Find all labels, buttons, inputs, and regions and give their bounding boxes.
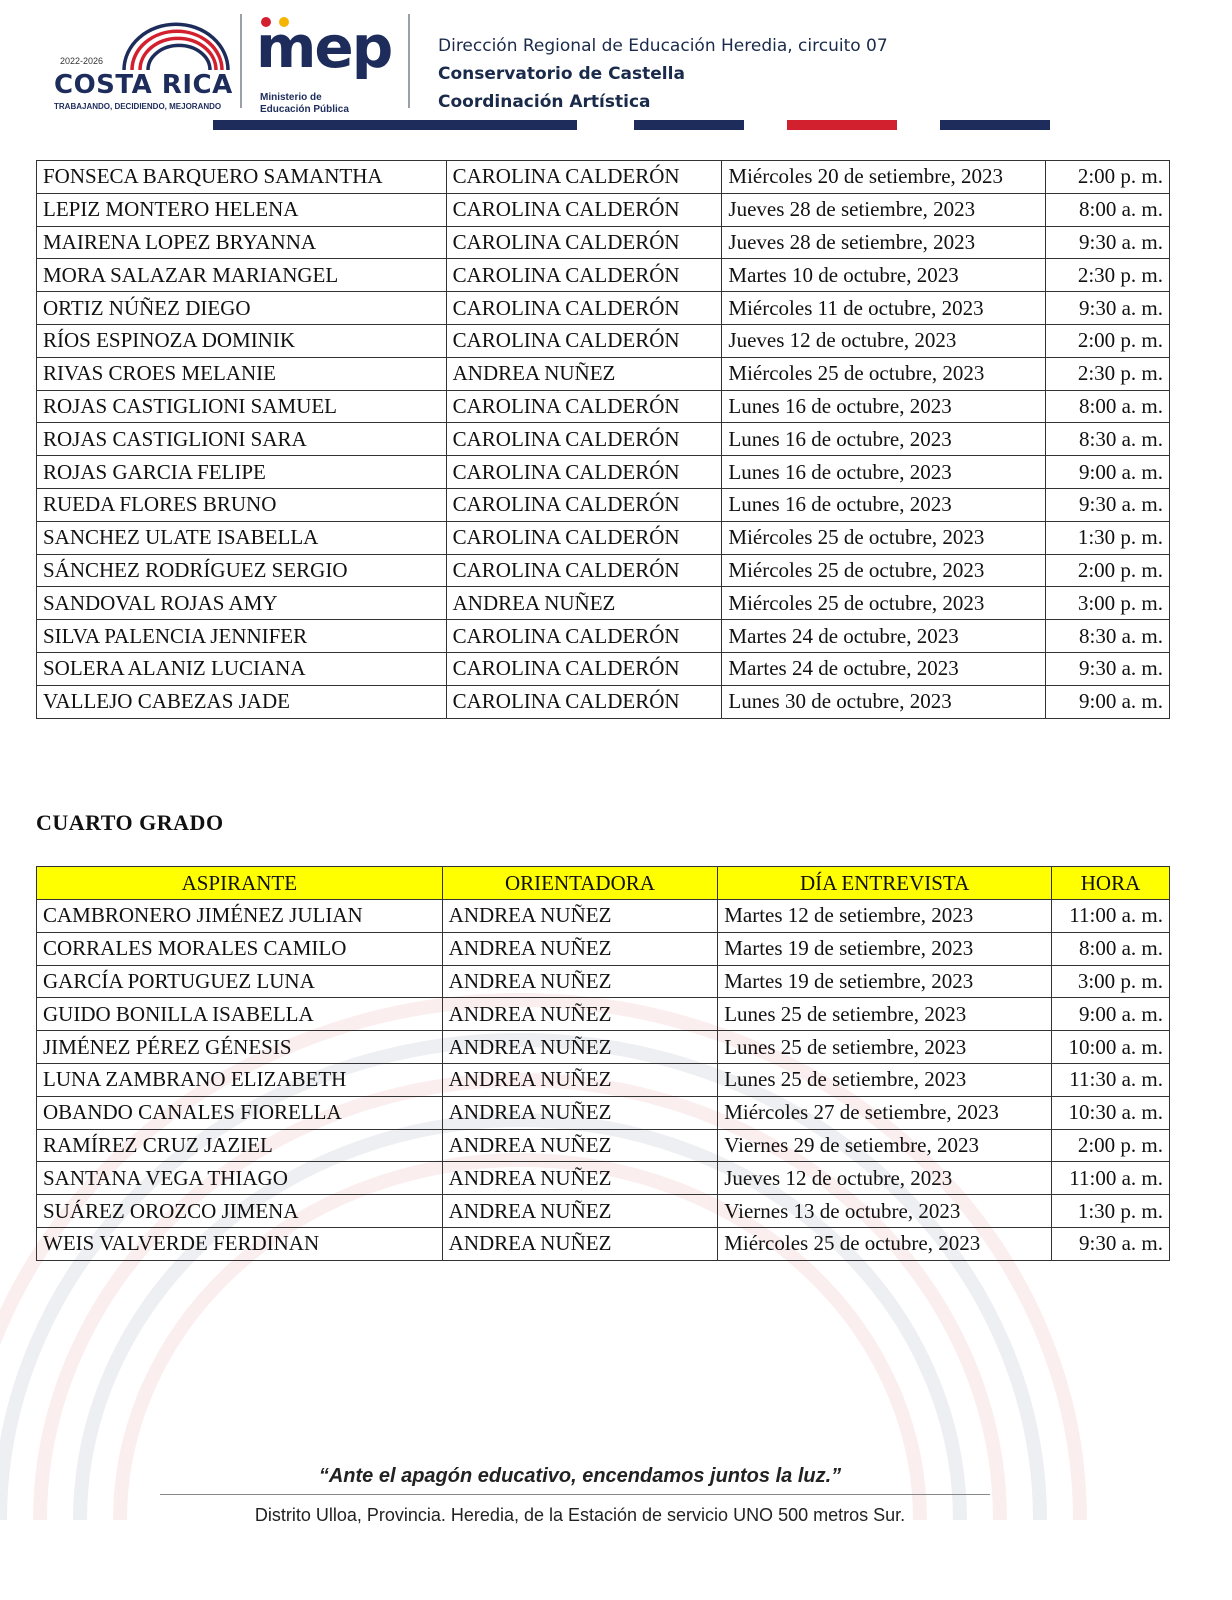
cell-hora: 9:30 a. m. (1046, 292, 1170, 325)
header-line-3: Coordinación Artística (438, 92, 651, 112)
table-row (37, 324, 1170, 357)
cell-hora: 10:30 a. m. (1052, 1096, 1170, 1129)
table-row (37, 1129, 1170, 1162)
cell-hora: 11:00 a. m. (1052, 1162, 1170, 1195)
cell-aspirante: OBANDO CANALES FIORELLA (37, 1096, 443, 1129)
cell-aspirante: SOLERA ALANIZ LUCIANA (37, 652, 447, 685)
cell-hora: 9:00 a. m. (1046, 456, 1170, 489)
cell-orientadora: ANDREA NUÑEZ (442, 1129, 718, 1162)
cell-hora: 1:30 p. m. (1046, 521, 1170, 554)
cell-orientadora: CAROLINA CALDERÓN (446, 554, 722, 587)
table-row (37, 900, 1170, 933)
cell-hora: 9:00 a. m. (1046, 685, 1170, 718)
cell-orientadora: CAROLINA CALDERÓN (446, 259, 722, 292)
cell-dia-entrevista: Martes 19 de setiembre, 2023 (718, 965, 1052, 998)
cell-aspirante: SUÁREZ OROZCO JIMENA (37, 1195, 443, 1228)
table-row (37, 357, 1170, 390)
cell-orientadora: CAROLINA CALDERÓN (446, 292, 722, 325)
header-bar-navy-3 (940, 120, 1050, 130)
table-row (37, 292, 1170, 325)
table-row (37, 259, 1170, 292)
cell-orientadora: ANDREA NUÑEZ (442, 1195, 718, 1228)
cr-slogan: TRABAJANDO, DECIDIENDO, MEJORANDO (54, 102, 222, 111)
cell-dia-entrevista: Lunes 16 de octubre, 2023 (722, 423, 1046, 456)
cr-name: COSTA RICA (54, 70, 233, 100)
cell-aspirante: SÁNCHEZ RODRÍGUEZ SERGIO (37, 554, 447, 587)
cell-hora: 2:00 p. m. (1046, 161, 1170, 194)
column-header-orientadora: ORIENTADORA (442, 867, 718, 900)
table-row (37, 1063, 1170, 1096)
cell-aspirante: GARCÍA PORTUGUEZ LUNA (37, 965, 443, 998)
table-row (37, 1162, 1170, 1195)
cell-aspirante: LEPIZ MONTERO HELENA (37, 193, 447, 226)
cell-dia-entrevista: Lunes 30 de octubre, 2023 (722, 685, 1046, 718)
header-divider (240, 14, 242, 108)
cell-aspirante: ROJAS CASTIGLIONI SARA (37, 423, 447, 456)
mep-subtitle-2: Educación Pública (260, 104, 349, 115)
cell-aspirante: ROJAS CASTIGLIONI SAMUEL (37, 390, 447, 423)
cr-years: 2022-2026 (60, 56, 104, 66)
cell-orientadora: CAROLINA CALDERÓN (446, 390, 722, 423)
cell-hora: 10:00 a. m. (1052, 1031, 1170, 1064)
column-header-hora: HORA (1052, 867, 1170, 900)
cell-orientadora: ANDREA NUÑEZ (442, 1162, 718, 1195)
cell-dia-entrevista: Miércoles 11 de octubre, 2023 (722, 292, 1046, 325)
cell-orientadora: ANDREA NUÑEZ (442, 1063, 718, 1096)
table-row (37, 390, 1170, 423)
cell-aspirante: ORTIZ NÚÑEZ DIEGO (37, 292, 447, 325)
cell-aspirante: WEIS VALVERDE FERDINAN (37, 1227, 443, 1260)
table-row (37, 932, 1170, 965)
cell-aspirante: RUEDA FLORES BRUNO (37, 488, 447, 521)
cell-orientadora: CAROLINA CALDERÓN (446, 193, 722, 226)
cell-aspirante: SANTANA VEGA THIAGO (37, 1162, 443, 1195)
table-row (37, 620, 1170, 653)
cell-orientadora: CAROLINA CALDERÓN (446, 652, 722, 685)
cell-aspirante: RÍOS ESPINOZA DOMINIK (37, 324, 447, 357)
cell-hora: 1:30 p. m. (1052, 1195, 1170, 1228)
cell-aspirante: GUIDO BONILLA ISABELLA (37, 998, 443, 1031)
table-row (37, 587, 1170, 620)
table-row (37, 423, 1170, 456)
cell-hora: 2:30 p. m. (1046, 357, 1170, 390)
cell-orientadora: ANDREA NUÑEZ (442, 965, 718, 998)
cell-orientadora: CAROLINA CALDERÓN (446, 488, 722, 521)
header-bar-red (787, 120, 897, 130)
table-row (37, 685, 1170, 718)
cell-orientadora: ANDREA NUÑEZ (446, 357, 722, 390)
cell-orientadora: CAROLINA CALDERÓN (446, 324, 722, 357)
cell-dia-entrevista: Martes 24 de octubre, 2023 (722, 652, 1046, 685)
cell-hora: 2:00 p. m. (1052, 1129, 1170, 1162)
mep-word: mep (256, 13, 392, 81)
column-header-aspirante: ASPIRANTE (37, 867, 443, 900)
table-row (37, 521, 1170, 554)
cell-dia-entrevista: Jueves 12 de octubre, 2023 (722, 324, 1046, 357)
cell-orientadora: CAROLINA CALDERÓN (446, 423, 722, 456)
cell-dia-entrevista: Martes 12 de setiembre, 2023 (718, 900, 1052, 933)
column-header-dia-entrevista: DÍA ENTREVISTA (718, 867, 1052, 900)
table-row (37, 226, 1170, 259)
cell-aspirante: LUNA ZAMBRANO ELIZABETH (37, 1063, 443, 1096)
cell-orientadora: CAROLINA CALDERÓN (446, 521, 722, 554)
cell-orientadora: CAROLINA CALDERÓN (446, 161, 722, 194)
header-line-2: Conservatorio de Castella (438, 64, 685, 84)
cell-orientadora: ANDREA NUÑEZ (442, 932, 718, 965)
cell-hora: 9:30 a. m. (1046, 652, 1170, 685)
cell-dia-entrevista: Jueves 28 de setiembre, 2023 (722, 226, 1046, 259)
header-text (438, 32, 888, 116)
cell-aspirante: CAMBRONERO JIMÉNEZ JULIAN (37, 900, 443, 933)
cell-dia-entrevista: Martes 10 de octubre, 2023 (722, 259, 1046, 292)
cell-dia-entrevista: Lunes 16 de octubre, 2023 (722, 390, 1046, 423)
table-row (37, 1031, 1170, 1064)
header-bar-navy-1 (213, 120, 577, 130)
table-row (37, 488, 1170, 521)
cell-dia-entrevista: Jueves 28 de setiembre, 2023 (722, 193, 1046, 226)
cell-orientadora: CAROLINA CALDERÓN (446, 456, 722, 489)
schedule-table-cuarto-grado (36, 866, 1170, 1261)
schedule-table-continued (36, 160, 1170, 719)
footer-motto: “Ante el apagón educativo, encendamos juntos la luz.” (318, 1465, 842, 1487)
cell-hora: 8:00 a. m. (1046, 193, 1170, 226)
cell-dia-entrevista: Miércoles 25 de octubre, 2023 (722, 587, 1046, 620)
cell-hora: 11:00 a. m. (1052, 900, 1170, 933)
cell-hora: 3:00 p. m. (1046, 587, 1170, 620)
cell-aspirante: SANDOVAL ROJAS AMY (37, 587, 447, 620)
cell-aspirante: RIVAS CROES MELANIE (37, 357, 447, 390)
table-row (37, 652, 1170, 685)
cell-dia-entrevista: Lunes 25 de setiembre, 2023 (718, 1031, 1052, 1064)
cell-orientadora: ANDREA NUÑEZ (442, 900, 718, 933)
cell-aspirante: CORRALES MORALES CAMILO (37, 932, 443, 965)
table-row (37, 998, 1170, 1031)
table-row (37, 965, 1170, 998)
cell-dia-entrevista: Jueves 12 de octubre, 2023 (718, 1162, 1052, 1195)
cell-hora: 3:00 p. m. (1052, 965, 1170, 998)
footer-divider (160, 1494, 990, 1495)
flag-arcs-icon (118, 12, 234, 72)
cell-dia-entrevista: Lunes 25 de setiembre, 2023 (718, 1063, 1052, 1096)
cell-orientadora: ANDREA NUÑEZ (442, 998, 718, 1031)
table-row (37, 456, 1170, 489)
footer-address: Distrito Ulloa, Provincia. Heredia, de la Estación de servicio UNO 500 metros Sur. (254, 1505, 906, 1525)
cell-dia-entrevista: Miércoles 25 de octubre, 2023 (722, 554, 1046, 587)
cell-dia-entrevista: Miércoles 25 de octubre, 2023 (718, 1227, 1052, 1260)
cell-orientadora: ANDREA NUÑEZ (446, 587, 722, 620)
header-divider-2 (408, 14, 410, 108)
cell-dia-entrevista: Viernes 29 de setiembre, 2023 (718, 1129, 1052, 1162)
cell-orientadora: ANDREA NUÑEZ (442, 1031, 718, 1064)
cell-hora: 2:30 p. m. (1046, 259, 1170, 292)
header-line-1: Dirección Regional de Educación Heredia, circuito 07 (438, 36, 888, 56)
cell-orientadora: CAROLINA CALDERÓN (446, 620, 722, 653)
table-row (37, 1195, 1170, 1228)
cell-hora: 8:30 a. m. (1046, 423, 1170, 456)
section-title: CUARTO GRADO (36, 810, 224, 835)
cell-orientadora: CAROLINA CALDERÓN (446, 685, 722, 718)
cell-dia-entrevista: Miércoles 25 de octubre, 2023 (722, 357, 1046, 390)
cell-orientadora: CAROLINA CALDERÓN (446, 226, 722, 259)
table-row (37, 554, 1170, 587)
table-row (37, 161, 1170, 194)
table-row (37, 1096, 1170, 1129)
table-header-row (37, 867, 1170, 900)
cell-aspirante: MORA SALAZAR MARIANGEL (37, 259, 447, 292)
cell-hora: 9:00 a. m. (1052, 998, 1170, 1031)
cell-hora: 9:30 a. m. (1046, 488, 1170, 521)
cell-dia-entrevista: Martes 24 de octubre, 2023 (722, 620, 1046, 653)
cell-dia-entrevista: Martes 19 de setiembre, 2023 (718, 932, 1052, 965)
cell-dia-entrevista: Lunes 25 de setiembre, 2023 (718, 998, 1052, 1031)
cell-dia-entrevista: Lunes 16 de octubre, 2023 (722, 456, 1046, 489)
cell-aspirante: MAIRENA LOPEZ BRYANNA (37, 226, 447, 259)
cell-hora: 8:30 a. m. (1046, 620, 1170, 653)
header-bar-navy-2 (634, 120, 744, 130)
cell-hora: 2:00 p. m. (1046, 324, 1170, 357)
cell-aspirante: SILVA PALENCIA JENNIFER (37, 620, 447, 653)
cell-hora: 8:00 a. m. (1046, 390, 1170, 423)
cell-hora: 8:00 a. m. (1052, 932, 1170, 965)
cell-aspirante: SANCHEZ ULATE ISABELLA (37, 521, 447, 554)
cell-aspirante: ROJAS GARCIA FELIPE (37, 456, 447, 489)
cell-aspirante: FONSECA BARQUERO SAMANTHA (37, 161, 447, 194)
cell-dia-entrevista: Miércoles 25 de octubre, 2023 (722, 521, 1046, 554)
mep-logo (256, 12, 404, 115)
cell-aspirante: JIMÉNEZ PÉREZ GÉNESIS (37, 1031, 443, 1064)
table-row (37, 1227, 1170, 1260)
cell-dia-entrevista: Miércoles 20 de setiembre, 2023 (722, 161, 1046, 194)
cell-hora: 11:30 a. m. (1052, 1063, 1170, 1096)
table-row (37, 193, 1170, 226)
mep-subtitle-1: Ministerio de (260, 92, 322, 103)
cell-hora: 9:30 a. m. (1052, 1227, 1170, 1260)
cell-orientadora: ANDREA NUÑEZ (442, 1227, 718, 1260)
cell-aspirante: VALLEJO CABEZAS JADE (37, 685, 447, 718)
cell-dia-entrevista: Lunes 16 de octubre, 2023 (722, 488, 1046, 521)
cell-hora: 2:00 p. m. (1046, 554, 1170, 587)
cell-orientadora: ANDREA NUÑEZ (442, 1096, 718, 1129)
cell-aspirante: RAMÍREZ CRUZ JAZIEL (37, 1129, 443, 1162)
cell-hora: 9:30 a. m. (1046, 226, 1170, 259)
cell-dia-entrevista: Miércoles 27 de setiembre, 2023 (718, 1096, 1052, 1129)
cell-dia-entrevista: Viernes 13 de octubre, 2023 (718, 1195, 1052, 1228)
costa-rica-logo (48, 12, 234, 112)
